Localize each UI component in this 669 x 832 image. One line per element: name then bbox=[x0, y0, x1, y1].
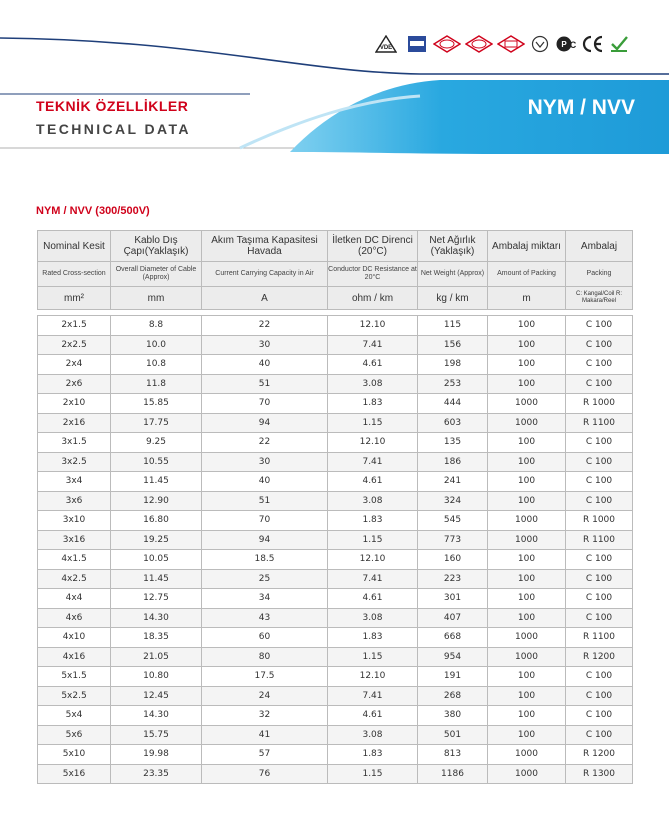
table-cell: R 1000 bbox=[566, 394, 633, 414]
table-cell: 191 bbox=[418, 667, 488, 687]
table-cell: R 1200 bbox=[566, 745, 633, 765]
col-unit: A bbox=[202, 287, 328, 310]
table-cell: 135 bbox=[418, 433, 488, 453]
table-cell: 12.10 bbox=[328, 316, 418, 336]
rohs-icon bbox=[609, 35, 629, 53]
table-cell: 100 bbox=[488, 608, 566, 628]
table-row bbox=[38, 764, 633, 784]
table-cell: R 1100 bbox=[566, 530, 633, 550]
table-cell: 1.83 bbox=[328, 394, 418, 414]
table-cell: 324 bbox=[418, 491, 488, 511]
page-header bbox=[0, 0, 669, 160]
table-cell: C 100 bbox=[566, 316, 633, 336]
table-cell: C 100 bbox=[566, 472, 633, 492]
table-cell: 1000 bbox=[488, 511, 566, 531]
table-cell: 3.08 bbox=[328, 608, 418, 628]
table-cell: 12.10 bbox=[328, 550, 418, 570]
table-cell: 1000 bbox=[488, 628, 566, 648]
table-cell: 1000 bbox=[488, 394, 566, 414]
table-cell: C 100 bbox=[566, 589, 633, 609]
table-row bbox=[38, 745, 633, 765]
col-header-tr: Net Ağırlık (Yaklaşık) bbox=[418, 231, 488, 262]
table-cell: 70 bbox=[202, 511, 328, 531]
table-cell: 2x2.5 bbox=[38, 335, 111, 355]
table-cell: 4.61 bbox=[328, 589, 418, 609]
table-row bbox=[38, 355, 633, 375]
table-cell: 14.30 bbox=[111, 706, 202, 726]
table-cell: 2x6 bbox=[38, 374, 111, 394]
table-cell: 3x6 bbox=[38, 491, 111, 511]
table-cell: 1000 bbox=[488, 764, 566, 784]
table-cell: 4x16 bbox=[38, 647, 111, 667]
table-cell: 1000 bbox=[488, 647, 566, 667]
table-cell: 1.15 bbox=[328, 764, 418, 784]
table-cell: 2x16 bbox=[38, 413, 111, 433]
title-english: TECHNICAL DATA bbox=[36, 121, 191, 137]
table-cell: 241 bbox=[418, 472, 488, 492]
table-row bbox=[38, 335, 633, 355]
table-cell: C 100 bbox=[566, 706, 633, 726]
table-cell: 10.8 bbox=[111, 355, 202, 375]
table-cell: 954 bbox=[418, 647, 488, 667]
col-header-tr: Nominal Kesit bbox=[38, 231, 111, 262]
table-cell: 444 bbox=[418, 394, 488, 414]
table-cell: 7.41 bbox=[328, 686, 418, 706]
table-cell: 5x16 bbox=[38, 764, 111, 784]
col-unit: ohm / km bbox=[328, 287, 418, 310]
meaw-icon bbox=[407, 35, 427, 53]
section-title: NYM / NVV (300/500V) bbox=[36, 205, 150, 217]
table-row bbox=[38, 472, 633, 492]
table-cell: 603 bbox=[418, 413, 488, 433]
spec-table-header bbox=[37, 230, 633, 310]
table-cell: 12.10 bbox=[328, 433, 418, 453]
table-cell: 8.8 bbox=[111, 316, 202, 336]
table-cell: C 100 bbox=[566, 452, 633, 472]
table-row bbox=[38, 667, 633, 687]
table-cell: 22 bbox=[202, 433, 328, 453]
table-row bbox=[38, 706, 633, 726]
table-cell: 1.15 bbox=[328, 530, 418, 550]
table-cell: R 1200 bbox=[566, 647, 633, 667]
table-cell: 76 bbox=[202, 764, 328, 784]
table-cell: C 100 bbox=[566, 491, 633, 511]
table-cell: 4x6 bbox=[38, 608, 111, 628]
table-cell: 5x4 bbox=[38, 706, 111, 726]
table-cell: 1.83 bbox=[328, 745, 418, 765]
table-cell: 5x10 bbox=[38, 745, 111, 765]
table-cell: 3.08 bbox=[328, 491, 418, 511]
table-cell: 3.08 bbox=[328, 725, 418, 745]
col-header-en: Packing bbox=[566, 262, 633, 287]
table-cell: 2x1.5 bbox=[38, 316, 111, 336]
table-row bbox=[38, 413, 633, 433]
table-cell: 51 bbox=[202, 491, 328, 511]
col-header-en: Rated Cross-section bbox=[38, 262, 111, 287]
table-cell: 5x6 bbox=[38, 725, 111, 745]
table-row bbox=[38, 394, 633, 414]
table-row bbox=[38, 316, 633, 336]
table-cell: 94 bbox=[202, 530, 328, 550]
table-row bbox=[38, 569, 633, 589]
table-cell: 1000 bbox=[488, 530, 566, 550]
col-header-en: Amount of Packing bbox=[488, 262, 566, 287]
table-cell: 80 bbox=[202, 647, 328, 667]
table-cell: 301 bbox=[418, 589, 488, 609]
table-row bbox=[38, 491, 633, 511]
table-cell: 15.85 bbox=[111, 394, 202, 414]
table-cell: 100 bbox=[488, 316, 566, 336]
col-unit: mm² bbox=[38, 287, 111, 310]
table-cell: 51 bbox=[202, 374, 328, 394]
table-cell: 545 bbox=[418, 511, 488, 531]
table-cell: 5x1.5 bbox=[38, 667, 111, 687]
product-name: NYM / NVV bbox=[527, 96, 635, 119]
table-cell: 12.45 bbox=[111, 686, 202, 706]
table-cell: 22 bbox=[202, 316, 328, 336]
col-header-tr: Kablo Dış Çapı(Yaklaşık) bbox=[111, 231, 202, 262]
table-cell: C 100 bbox=[566, 355, 633, 375]
table-cell: 15.75 bbox=[111, 725, 202, 745]
table-cell: 100 bbox=[488, 355, 566, 375]
col-header-tr: Akım Taşıma Kapasitesi Havada bbox=[202, 231, 328, 262]
table-cell: 1.15 bbox=[328, 647, 418, 667]
table-cell: 70 bbox=[202, 394, 328, 414]
table-cell: 3x4 bbox=[38, 472, 111, 492]
table-cell: 16.80 bbox=[111, 511, 202, 531]
table-cell: 100 bbox=[488, 589, 566, 609]
table-cell: 10.0 bbox=[111, 335, 202, 355]
table-row bbox=[38, 589, 633, 609]
table-cell: 30 bbox=[202, 452, 328, 472]
header-row-english bbox=[38, 262, 633, 287]
table-cell: 380 bbox=[418, 706, 488, 726]
table-cell: 7.41 bbox=[328, 569, 418, 589]
table-cell: 40 bbox=[202, 472, 328, 492]
table-cell: 3x16 bbox=[38, 530, 111, 550]
table-row bbox=[38, 628, 633, 648]
table-cell: R 1100 bbox=[566, 413, 633, 433]
col-header-tr: Ambalaj bbox=[566, 231, 633, 262]
table-cell: 100 bbox=[488, 374, 566, 394]
table-cell: C 100 bbox=[566, 608, 633, 628]
col-header-tr: Ambalaj miktarı bbox=[488, 231, 566, 262]
table-cell: 186 bbox=[418, 452, 488, 472]
table-cell: 41 bbox=[202, 725, 328, 745]
table-cell: 3x10 bbox=[38, 511, 111, 531]
table-row bbox=[38, 452, 633, 472]
table-cell: 7.41 bbox=[328, 452, 418, 472]
table-cell: 198 bbox=[418, 355, 488, 375]
table-cell: 12.10 bbox=[328, 667, 418, 687]
table-row bbox=[38, 511, 633, 531]
table-cell: C 100 bbox=[566, 374, 633, 394]
table-cell: 223 bbox=[418, 569, 488, 589]
table-cell: 24 bbox=[202, 686, 328, 706]
table-cell: 2x10 bbox=[38, 394, 111, 414]
table-row bbox=[38, 608, 633, 628]
table-cell: 9.25 bbox=[111, 433, 202, 453]
table-cell: 57 bbox=[202, 745, 328, 765]
table-cell: 4x2.5 bbox=[38, 569, 111, 589]
table-cell: 10.05 bbox=[111, 550, 202, 570]
table-cell: 100 bbox=[488, 706, 566, 726]
col-header-en: Net Weight (Approx) bbox=[418, 262, 488, 287]
table-row bbox=[38, 647, 633, 667]
table-cell: 268 bbox=[418, 686, 488, 706]
table-cell: 32 bbox=[202, 706, 328, 726]
svg-text:P: P bbox=[561, 40, 567, 49]
col-header-en: Current Carrying Capacity in Air bbox=[202, 262, 328, 287]
table-cell: 3x1.5 bbox=[38, 433, 111, 453]
table-cell: 668 bbox=[418, 628, 488, 648]
table-cell: 156 bbox=[418, 335, 488, 355]
table-row bbox=[38, 374, 633, 394]
table-cell: 4.61 bbox=[328, 706, 418, 726]
table-cell: 4x1.5 bbox=[38, 550, 111, 570]
table-cell: 94 bbox=[202, 413, 328, 433]
table-cell: 4.61 bbox=[328, 472, 418, 492]
title-turkish: TEKNİK ÖZELLİKLER bbox=[36, 98, 189, 114]
svg-text:C: C bbox=[569, 40, 577, 50]
table-cell: 17.75 bbox=[111, 413, 202, 433]
table-cell: 30 bbox=[202, 335, 328, 355]
table-cell: C 100 bbox=[566, 725, 633, 745]
table-cell: 1.83 bbox=[328, 628, 418, 648]
header-row-units bbox=[38, 287, 633, 310]
spec-table-body bbox=[37, 315, 633, 784]
table-row bbox=[38, 550, 633, 570]
table-cell: 21.05 bbox=[111, 647, 202, 667]
table-cell: 100 bbox=[488, 335, 566, 355]
col-unit: m bbox=[488, 287, 566, 310]
table-cell: C 100 bbox=[566, 335, 633, 355]
table-cell: 4.61 bbox=[328, 355, 418, 375]
col-header-en: Conductor DC Resistance at 20°C bbox=[328, 262, 418, 287]
table-cell: C 100 bbox=[566, 686, 633, 706]
table-cell: 60 bbox=[202, 628, 328, 648]
table-cell: 100 bbox=[488, 452, 566, 472]
col-header-tr: İletken DC Direnci (20°C) bbox=[328, 231, 418, 262]
table-cell: C 100 bbox=[566, 569, 633, 589]
svg-text:VDE: VDE bbox=[379, 45, 393, 51]
table-cell: R 1300 bbox=[566, 764, 633, 784]
tse-icon bbox=[433, 35, 461, 53]
table-cell: 12.75 bbox=[111, 589, 202, 609]
table-cell: 813 bbox=[418, 745, 488, 765]
table-cell: 115 bbox=[418, 316, 488, 336]
table-row bbox=[38, 530, 633, 550]
table-cell: 17.5 bbox=[202, 667, 328, 687]
table-cell: 100 bbox=[488, 686, 566, 706]
tse-icon bbox=[465, 35, 493, 53]
table-cell: 1000 bbox=[488, 745, 566, 765]
col-unit: kg / km bbox=[418, 287, 488, 310]
pg-icon bbox=[555, 35, 577, 53]
table-cell: 100 bbox=[488, 472, 566, 492]
table-cell: 3.08 bbox=[328, 374, 418, 394]
table-cell: 100 bbox=[488, 491, 566, 511]
table-cell: 2x4 bbox=[38, 355, 111, 375]
table-cell: 100 bbox=[488, 550, 566, 570]
table-cell: 23.35 bbox=[111, 764, 202, 784]
table-cell: 1.83 bbox=[328, 511, 418, 531]
table-cell: 11.8 bbox=[111, 374, 202, 394]
table-cell: 7.41 bbox=[328, 335, 418, 355]
table-cell: 4x4 bbox=[38, 589, 111, 609]
table-cell: 14.30 bbox=[111, 608, 202, 628]
table-cell: 253 bbox=[418, 374, 488, 394]
table-cell: 11.45 bbox=[111, 472, 202, 492]
table-cell: 1000 bbox=[488, 413, 566, 433]
table-row bbox=[38, 433, 633, 453]
table-cell: 100 bbox=[488, 433, 566, 453]
table-cell: 40 bbox=[202, 355, 328, 375]
table-cell: R 1100 bbox=[566, 628, 633, 648]
table-cell: C 100 bbox=[566, 550, 633, 570]
table-cell: 10.55 bbox=[111, 452, 202, 472]
table-cell: 160 bbox=[418, 550, 488, 570]
table-cell: 1186 bbox=[418, 764, 488, 784]
table-cell: R 1000 bbox=[566, 511, 633, 531]
table-cell: 1.15 bbox=[328, 413, 418, 433]
col-unit: mm bbox=[111, 287, 202, 310]
table-cell: 773 bbox=[418, 530, 488, 550]
table-cell: 18.35 bbox=[111, 628, 202, 648]
table-cell: C 100 bbox=[566, 433, 633, 453]
table-cell: 100 bbox=[488, 569, 566, 589]
table-cell: 407 bbox=[418, 608, 488, 628]
table-cell: 501 bbox=[418, 725, 488, 745]
table-cell: 19.25 bbox=[111, 530, 202, 550]
table-cell: 12.90 bbox=[111, 491, 202, 511]
col-unit-packing-legend: C: Kangal/Coil R: Makara/Reel bbox=[566, 287, 633, 310]
table-cell: 18.5 bbox=[202, 550, 328, 570]
table-cell: 34 bbox=[202, 589, 328, 609]
table-cell: 10.80 bbox=[111, 667, 202, 687]
table-cell: 11.45 bbox=[111, 569, 202, 589]
ce-icon bbox=[581, 35, 605, 53]
table-cell: 5x2.5 bbox=[38, 686, 111, 706]
table-cell: C 100 bbox=[566, 667, 633, 687]
header-row-turkish bbox=[38, 231, 633, 262]
tse-icon bbox=[497, 35, 525, 53]
table-cell: 43 bbox=[202, 608, 328, 628]
table-row bbox=[38, 725, 633, 745]
table-cell: 25 bbox=[202, 569, 328, 589]
table-cell: 4x10 bbox=[38, 628, 111, 648]
vde-icon bbox=[375, 35, 397, 53]
table-cell: 100 bbox=[488, 725, 566, 745]
eac-icon bbox=[531, 35, 549, 53]
table-cell: 19.98 bbox=[111, 745, 202, 765]
table-cell: 3x2.5 bbox=[38, 452, 111, 472]
col-header-en: Overall Diameter of Cable (Approx) bbox=[111, 262, 202, 287]
table-row bbox=[38, 686, 633, 706]
table-cell: 100 bbox=[488, 667, 566, 687]
